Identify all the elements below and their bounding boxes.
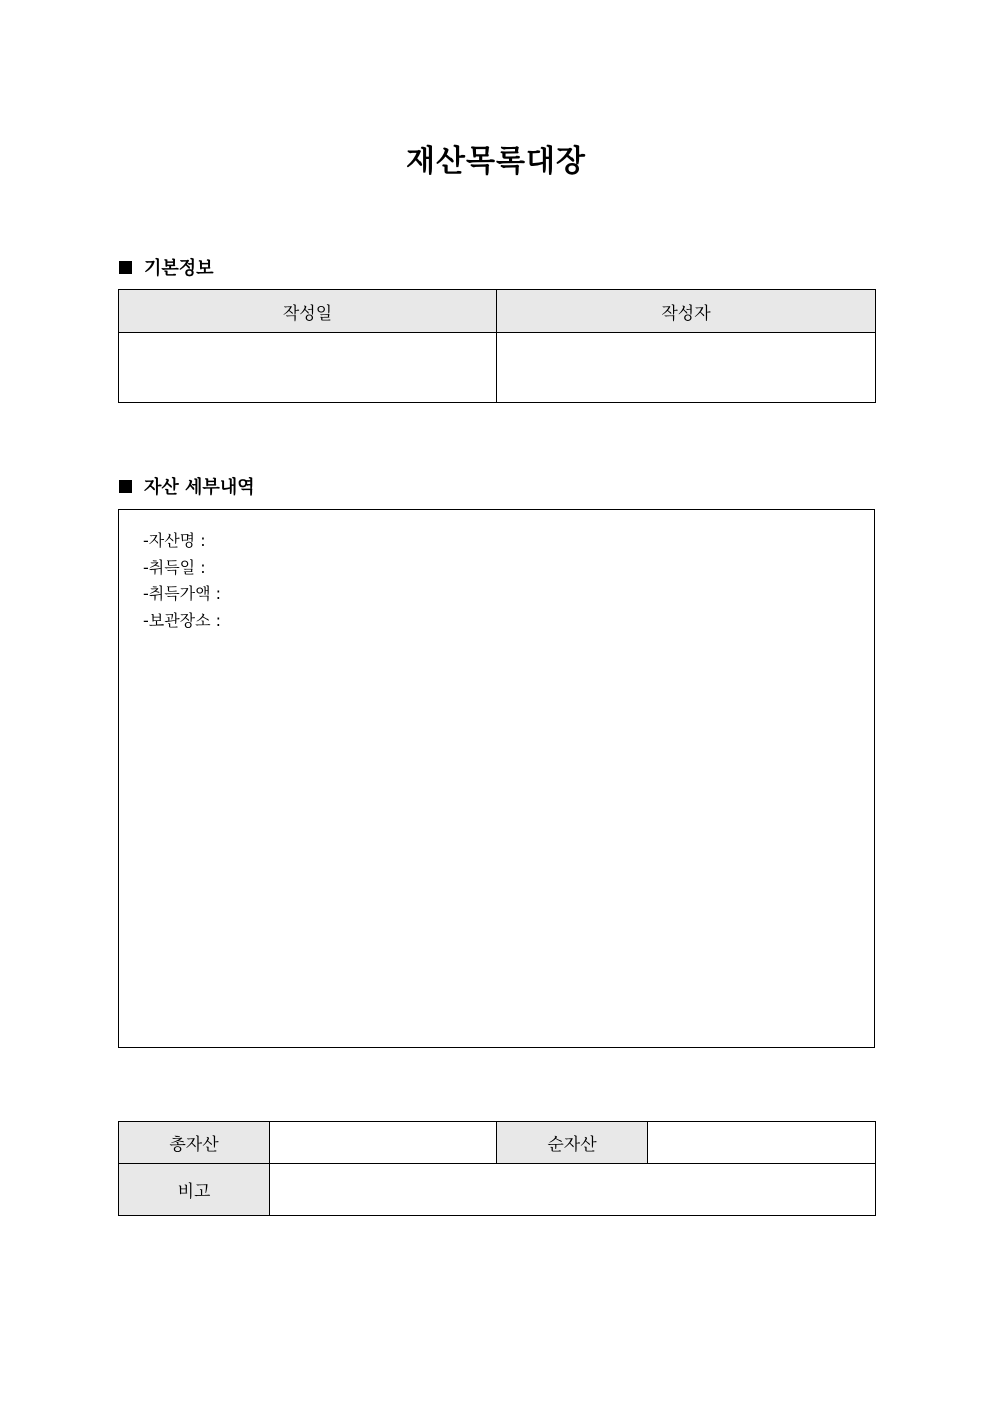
- asset-detail-lines: [143, 528, 221, 634]
- net-assets-label: 순자산: [497, 1122, 648, 1164]
- square-bullet-icon: [119, 261, 132, 274]
- total-assets-label: 총자산: [119, 1122, 270, 1164]
- acquisition-price-line: -취득가액 :: [143, 584, 222, 603]
- storage-location-line: -보관장소 :: [143, 610, 222, 630]
- asset-name-line: -자산명 :: [143, 531, 206, 550]
- remarks-field[interactable]: [270, 1164, 876, 1216]
- author-field[interactable]: [497, 333, 876, 403]
- basic-info-table: [118, 289, 876, 403]
- asset-detail-box[interactable]: [118, 509, 875, 1048]
- author-label: 작성자: [497, 290, 876, 333]
- section-heading-basic: [119, 254, 214, 280]
- total-assets-field[interactable]: [270, 1122, 497, 1164]
- section-heading-detail-label: 자산 세부내역: [144, 477, 255, 498]
- section-heading-basic-label: 기본정보: [144, 258, 214, 279]
- date-written-label: 작성일: [119, 290, 497, 333]
- square-bullet-icon: [119, 480, 132, 493]
- section-heading-detail: [119, 473, 255, 499]
- summary-table: [118, 1121, 876, 1216]
- acquisition-date-line: -취득일 :: [143, 557, 206, 577]
- date-written-field[interactable]: [119, 333, 497, 403]
- remarks-label: 비고: [119, 1164, 270, 1216]
- net-assets-field[interactable]: [648, 1122, 876, 1164]
- page-title: 재산목록대장: [406, 144, 586, 179]
